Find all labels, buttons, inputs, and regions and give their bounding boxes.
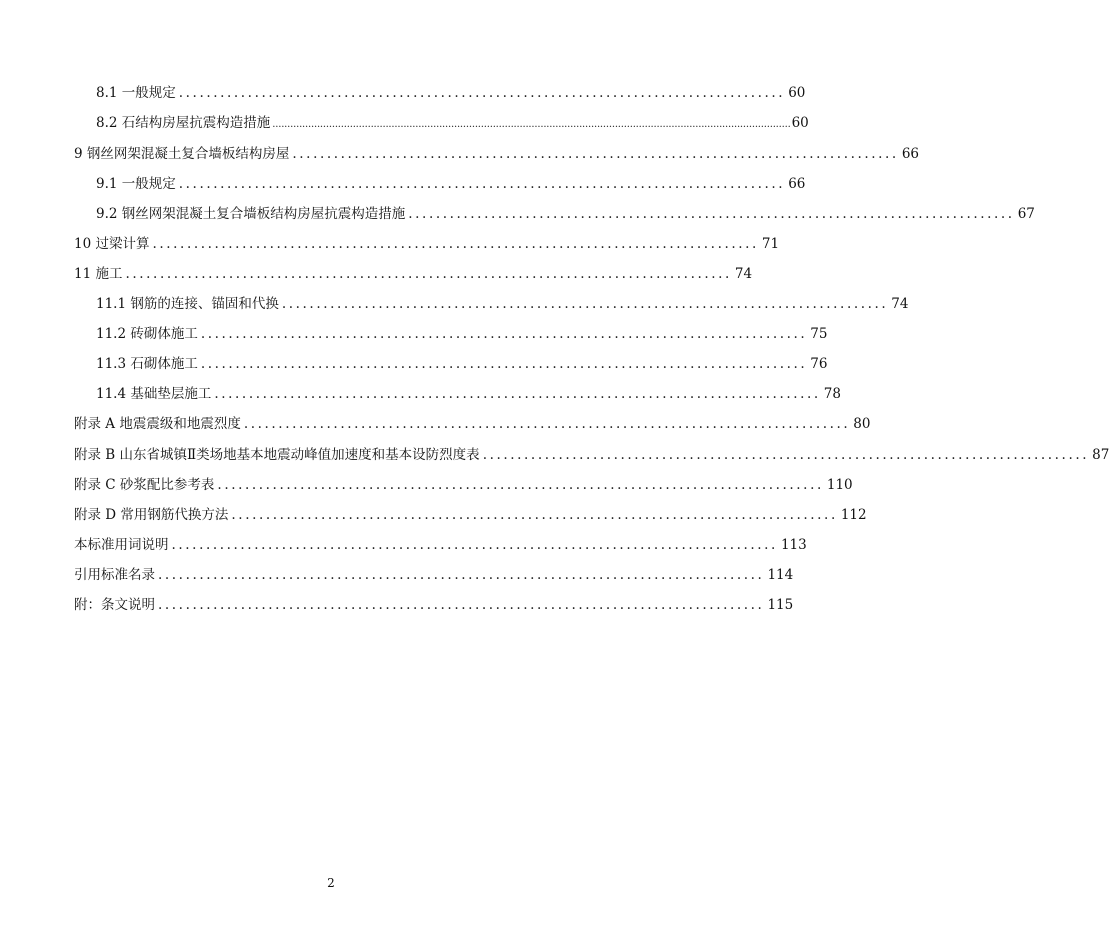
- toc-entry-label: 9 钢丝网架混凝土复合墙板结构房屋: [74, 146, 290, 162]
- toc-entry[interactable]: [74, 446, 1109, 464]
- toc-entry-page: 87: [1092, 447, 1109, 463]
- toc-entry-page: 114: [767, 567, 794, 583]
- toc-dot-leader: ........................................................................................: [243, 416, 851, 432]
- toc-entry-label: 8.1 一般规定: [96, 85, 176, 101]
- toc-entry-page: 74: [891, 296, 909, 312]
- toc-dot-leader: ........................................................................................: [178, 85, 786, 101]
- toc-entry-label: 11.1 钢筋的连接、锚固和代换: [96, 296, 279, 312]
- toc-entry-page: 67: [1017, 206, 1035, 222]
- toc-entry[interactable]: [74, 506, 867, 524]
- toc-entry[interactable]: [96, 205, 1035, 223]
- toc-entry[interactable]: [96, 325, 828, 343]
- toc-entry-label: 10 过梁计算: [74, 236, 150, 252]
- toc-entry-page: 115: [767, 597, 794, 613]
- toc-entry[interactable]: [96, 385, 841, 403]
- toc-dot-leader: ........................................................................................: [408, 206, 1015, 222]
- toc-entry-label: 引用标准名录: [74, 567, 155, 583]
- toc-entry-page: 60: [788, 85, 806, 101]
- toc-entry-label: 9.1 一般规定: [96, 176, 176, 192]
- toc-dot-leader: ........................................................................................: [214, 386, 821, 402]
- toc-dot-leader: ........................................................................................: [231, 507, 838, 523]
- toc-entry-label: 附录 A 地震震级和地震烈度: [74, 416, 241, 432]
- toc-entry-page: 80: [853, 416, 871, 432]
- toc-entry[interactable]: [74, 145, 920, 163]
- toc-entry-page: 78: [823, 386, 841, 402]
- toc-dot-leader: ........................................................................................: [200, 326, 808, 342]
- toc-entry-label: 11.3 石砌体施工: [96, 356, 198, 372]
- toc-entry[interactable]: [74, 566, 794, 584]
- toc-entry-label: 本标准用词说明: [74, 537, 169, 553]
- toc-dot-leader: ........................................................................................: [281, 296, 889, 312]
- toc-dot-leader: ..............................................................................................................................................................................: [272, 119, 791, 130]
- toc-dot-leader: ........................................................................................: [125, 266, 732, 282]
- toc-dot-leader: ........................................................................................: [178, 176, 786, 192]
- toc-entry[interactable]: [74, 415, 871, 433]
- toc-entry-page: 74: [734, 266, 753, 282]
- toc-entry[interactable]: [96, 355, 828, 373]
- toc-entry[interactable]: [74, 235, 780, 253]
- toc-entry-label: 附录 C 砂浆配比参考表: [74, 477, 215, 493]
- toc-entry-page: 110: [826, 477, 853, 493]
- toc-entry-page: 76: [810, 356, 828, 372]
- toc-entry-label: 11.4 基础垫层施工: [96, 386, 212, 402]
- toc-entry-label: 8.2 石结构房屋抗震构造措施: [96, 115, 271, 131]
- toc-dot-leader: ........................................................................................: [482, 447, 1090, 463]
- toc-entry-label: 9.2 钢丝网架混凝土复合墙板结构房屋抗震构造措施: [96, 206, 406, 222]
- toc-entry-page: 112: [840, 507, 867, 523]
- toc-entry-page: 113: [780, 537, 807, 553]
- toc-entry-label: 附录 B 山东省城镇Ⅱ类场地基本地震动峰值加速度和基本设防烈度表: [74, 447, 480, 463]
- toc-entry[interactable]: [96, 84, 806, 102]
- toc-entry-page: 66: [901, 146, 920, 162]
- page-number: 2: [327, 876, 335, 890]
- toc-dot-leader: ........................................................................................: [200, 356, 808, 372]
- toc-entry-label: 附录 D 常用钢筋代换方法: [74, 507, 229, 523]
- toc-entry[interactable]: [74, 536, 807, 554]
- toc-entry[interactable]: [96, 175, 806, 193]
- toc-dot-leader: ........................................................................................: [158, 597, 765, 613]
- toc-entry-label: 11 施工: [74, 266, 123, 282]
- toc-dot-leader: ........................................................................................: [217, 477, 824, 493]
- toc-entry-page: 60: [791, 115, 809, 131]
- toc-entry-page: 66: [788, 176, 806, 192]
- toc-entry-label: 附：条文说明: [74, 597, 155, 613]
- toc-dot-leader: ........................................................................................: [152, 236, 759, 252]
- toc-dot-leader: ........................................................................................: [158, 567, 765, 583]
- toc-entry-page: 75: [810, 326, 828, 342]
- toc-entry-label: 11.2 砖砌体施工: [96, 326, 198, 342]
- toc-dot-leader: ........................................................................................: [171, 537, 778, 553]
- toc-entry[interactable]: [74, 476, 853, 494]
- toc-entry[interactable]: [74, 596, 794, 614]
- toc-dot-leader: ........................................................................................: [292, 146, 899, 162]
- toc-entry[interactable]: [74, 265, 753, 283]
- toc-entry-page: 71: [761, 236, 780, 252]
- toc-entry[interactable]: [96, 295, 909, 313]
- toc-entry[interactable]: [96, 114, 809, 134]
